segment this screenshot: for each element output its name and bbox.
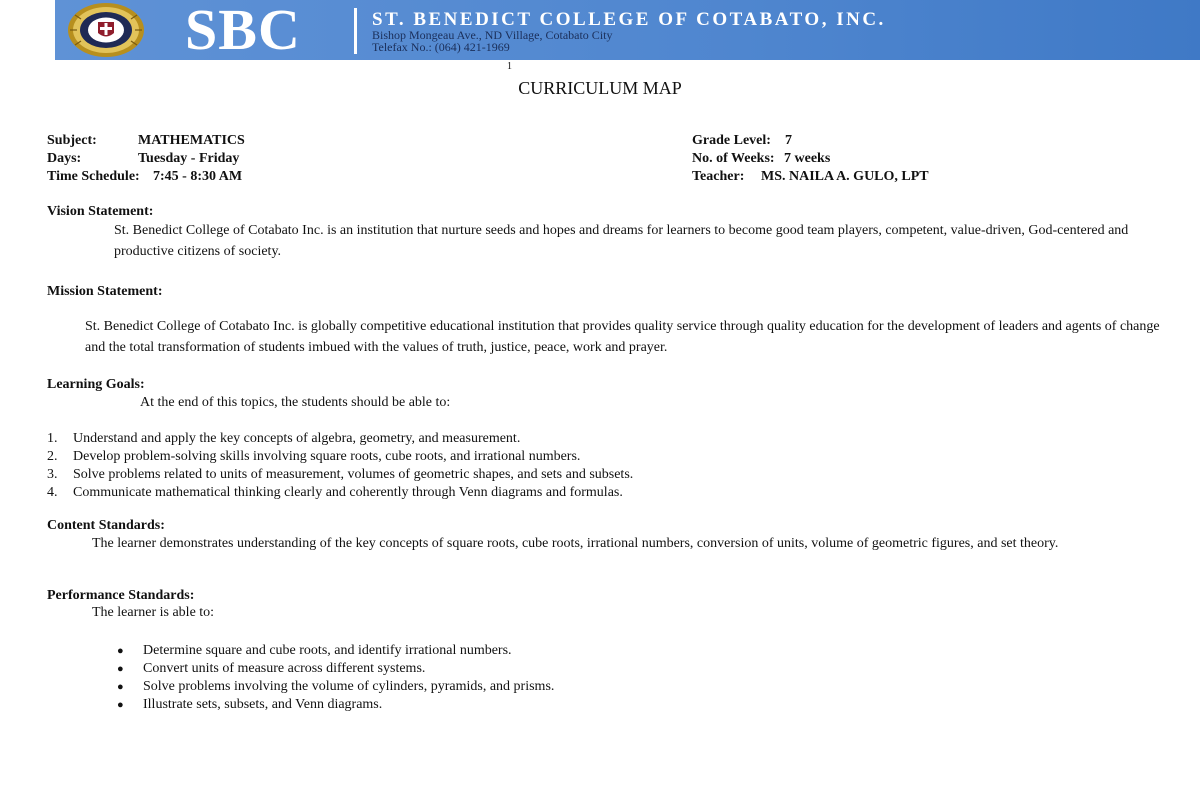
performance-standards-list (117, 642, 554, 714)
bullet-icon: ● (117, 699, 124, 711)
performance-standards-heading: Performance Standards: (47, 588, 195, 603)
mission-heading: Mission Statement: (47, 284, 163, 299)
mission-text (47, 317, 1162, 358)
grade-level-value: 7 (785, 133, 792, 148)
content-standards-paragraph: The learner demonstrates understanding of the key concepts of square roots, cube roots, irrational numbers, conversion of units, volume of geometric figures, and set theory. (92, 536, 1059, 551)
header-banner (55, 0, 1200, 60)
list-item: ● Illustrate sets, subsets, and Venn diagrams. (117, 697, 383, 712)
weeks-label: No. of Weeks: (692, 151, 775, 166)
college-telefax: Telefax No.: (064) 421-1969 (372, 40, 510, 54)
subject-value: MATHEMATICS (138, 133, 245, 148)
learning-goals-intro: At the end of this topics, the students should be able to: (140, 395, 451, 410)
vision-heading: Vision Statement: (47, 204, 154, 219)
vision-text (47, 221, 1162, 262)
grade-level-label: Grade Level: (692, 133, 771, 148)
list-item: ● Determine square and cube roots, and identify irrational numbers. (117, 643, 512, 658)
list-item: 2. Develop problem-solving skills involving square roots, cube roots, and irrational numbers. (47, 449, 581, 464)
bullet-icon: ● (117, 681, 124, 693)
performance-standards-intro: The learner is able to: (92, 605, 215, 620)
list-item: 3. Solve problems related to units of measurement, volumes of geometric shapes, and sets and subsets. (47, 467, 634, 482)
teacher-value: MS. NAILA A. GULO, LPT (761, 169, 929, 184)
time-schedule-value: 7:45 - 8:30 AM (153, 169, 243, 184)
weeks-value: 7 weeks (784, 151, 831, 166)
bullet-icon: ● (117, 645, 124, 657)
mission-paragraph: St. Benedict College of Cotabato Inc. is globally competitive educational institution that provides quality service through quality education for the development of leaders and agents of change and the total transformation of students imbued with the values of truth, justice, peace, work and prayer. (85, 319, 1160, 355)
learning-goals-list (47, 430, 633, 502)
teacher-label: Teacher: (692, 169, 745, 184)
list-item: 4. Communicate mathematical thinking clearly and coherently through Venn diagrams and formulas. (47, 485, 623, 500)
header-divider (354, 8, 357, 54)
college-seal-icon (67, 2, 145, 58)
college-name: ST. BENEDICT COLLEGE OF COTABATO, INC. (372, 9, 886, 30)
list-item: ● Solve problems involving the volume of cylinders, pyramids, and prisms. (117, 679, 555, 694)
content-standards-heading: Content Standards: (47, 518, 165, 533)
days-label: Days: (47, 151, 82, 166)
subject-label: Subject: (47, 133, 97, 148)
content-standards-text (47, 534, 1162, 555)
time-schedule-label: Time Schedule: (47, 169, 140, 184)
days-value: Tuesday - Friday (138, 151, 240, 166)
list-item: ● Convert units of measure across different systems. (117, 661, 426, 676)
learning-goals-heading: Learning Goals: (47, 377, 145, 392)
page-title: CURRICULUM MAP (518, 78, 682, 98)
vision-paragraph: St. Benedict College of Cotabato Inc. is an institution that nurture seeds and hopes and dreams for learners to become good team players, competent, value-driven, God-centered and productive citizens of society. (114, 223, 1129, 259)
bullet-icon: ● (117, 663, 124, 675)
logo-text: SBC (185, 0, 301, 60)
college-address: Bishop Mongeau Ave., ND Village, Cotabato City (372, 28, 613, 42)
list-item: 1. Understand and apply the key concepts of algebra, geometry, and measurement. (47, 431, 521, 446)
page-number: 1 (507, 61, 512, 72)
